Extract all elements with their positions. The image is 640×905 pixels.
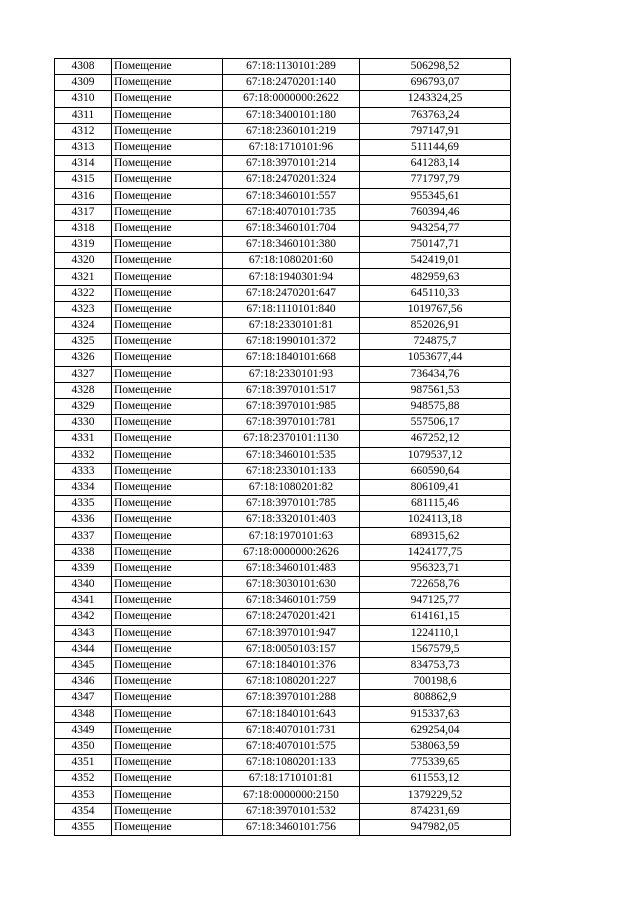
cadastral-value-cell: 1379229,52 bbox=[360, 787, 511, 803]
row-number-cell: 4309 bbox=[55, 75, 112, 91]
row-number-cell: 4319 bbox=[55, 237, 112, 253]
table-row bbox=[55, 657, 511, 673]
table-row bbox=[55, 350, 511, 366]
cadastral-number-cell: 67:18:2370101:1130 bbox=[223, 431, 360, 447]
object-type-cell: Помещение bbox=[112, 496, 223, 512]
row-number-cell: 4318 bbox=[55, 220, 112, 236]
cadastral-value-cell: 915337,63 bbox=[360, 706, 511, 722]
table-row bbox=[55, 738, 511, 754]
object-type-cell: Помещение bbox=[112, 674, 223, 690]
cadastral-value-cell: 806109,41 bbox=[360, 479, 511, 495]
cadastral-number-cell: 67:18:3460101:535 bbox=[223, 447, 360, 463]
row-number-cell: 4311 bbox=[55, 107, 112, 123]
table-row bbox=[55, 528, 511, 544]
table-row bbox=[55, 690, 511, 706]
object-type-cell: Помещение bbox=[112, 528, 223, 544]
row-number-cell: 4349 bbox=[55, 722, 112, 738]
cadastral-number-cell: 67:18:1710101:96 bbox=[223, 139, 360, 155]
row-number-cell: 4308 bbox=[55, 59, 112, 75]
cadastral-number-cell: 67:18:3460101:756 bbox=[223, 819, 360, 835]
cadastral-value-cell: 1079537,12 bbox=[360, 447, 511, 463]
object-type-cell: Помещение bbox=[112, 204, 223, 220]
table-row bbox=[55, 431, 511, 447]
table-row bbox=[55, 269, 511, 285]
cadastral-value-cell: 808862,9 bbox=[360, 690, 511, 706]
row-number-cell: 4331 bbox=[55, 431, 112, 447]
row-number-cell: 4355 bbox=[55, 819, 112, 835]
cadastral-value-cell: 1424177,75 bbox=[360, 544, 511, 560]
table-row bbox=[55, 803, 511, 819]
cadastral-number-cell: 67:18:1080201:227 bbox=[223, 674, 360, 690]
table-row bbox=[55, 75, 511, 91]
cadastral-number-cell: 67:18:3320101:403 bbox=[223, 512, 360, 528]
cadastral-number-cell: 67:18:3460101:557 bbox=[223, 188, 360, 204]
row-number-cell: 4337 bbox=[55, 528, 112, 544]
row-number-cell: 4350 bbox=[55, 738, 112, 754]
object-type-cell: Помещение bbox=[112, 641, 223, 657]
row-number-cell: 4341 bbox=[55, 593, 112, 609]
object-type-cell: Помещение bbox=[112, 755, 223, 771]
object-type-cell: Помещение bbox=[112, 463, 223, 479]
object-type-cell: Помещение bbox=[112, 738, 223, 754]
table-row bbox=[55, 755, 511, 771]
table-row bbox=[55, 107, 511, 123]
table-row bbox=[55, 771, 511, 787]
table-row bbox=[55, 609, 511, 625]
cadastral-number-cell: 67:18:3970101:781 bbox=[223, 415, 360, 431]
cadastral-number-cell: 67:18:3970101:288 bbox=[223, 690, 360, 706]
cadastral-number-cell: 67:18:0000000:2626 bbox=[223, 544, 360, 560]
table-row bbox=[55, 787, 511, 803]
cadastral-number-cell: 67:18:3460101:759 bbox=[223, 593, 360, 609]
table-row bbox=[55, 512, 511, 528]
cadastral-number-cell: 67:18:3970101:214 bbox=[223, 156, 360, 172]
cadastral-value-cell: 724875,7 bbox=[360, 334, 511, 350]
cadastral-value-cell: 542419,01 bbox=[360, 253, 511, 269]
cadastral-value-cell: 482959,63 bbox=[360, 269, 511, 285]
cadastral-number-cell: 67:18:2470201:647 bbox=[223, 285, 360, 301]
cadastral-number-cell: 67:18:0000000:2150 bbox=[223, 787, 360, 803]
table-row bbox=[55, 415, 511, 431]
row-number-cell: 4332 bbox=[55, 447, 112, 463]
object-type-cell: Помещение bbox=[112, 625, 223, 641]
cadastral-value-cell: 760394,46 bbox=[360, 204, 511, 220]
cadastral-number-cell: 67:18:3970101:947 bbox=[223, 625, 360, 641]
cadastral-number-cell: 67:18:3460101:483 bbox=[223, 560, 360, 576]
cadastral-number-cell: 67:18:1840101:376 bbox=[223, 657, 360, 673]
table-row bbox=[55, 188, 511, 204]
cadastral-value-cell: 852026,91 bbox=[360, 318, 511, 334]
cadastral-value-cell: 467252,12 bbox=[360, 431, 511, 447]
cadastral-number-cell: 67:18:3970101:517 bbox=[223, 382, 360, 398]
table-row bbox=[55, 544, 511, 560]
cadastral-value-cell: 700198,6 bbox=[360, 674, 511, 690]
cadastral-value-cell: 1024113,18 bbox=[360, 512, 511, 528]
row-number-cell: 4315 bbox=[55, 172, 112, 188]
object-type-cell: Помещение bbox=[112, 188, 223, 204]
cadastral-number-cell: 67:18:0050103:157 bbox=[223, 641, 360, 657]
table-row bbox=[55, 706, 511, 722]
row-number-cell: 4336 bbox=[55, 512, 112, 528]
cadastral-value-cell: 641283,14 bbox=[360, 156, 511, 172]
table-row bbox=[55, 285, 511, 301]
cadastral-value-cell: 947982,05 bbox=[360, 819, 511, 835]
table-row bbox=[55, 366, 511, 382]
cadastral-number-cell: 67:18:1080201:60 bbox=[223, 253, 360, 269]
table-row bbox=[55, 301, 511, 317]
cadastral-value-cell: 1019767,56 bbox=[360, 301, 511, 317]
object-type-cell: Помещение bbox=[112, 318, 223, 334]
cadastral-value-cell: 736434,76 bbox=[360, 366, 511, 382]
row-number-cell: 4330 bbox=[55, 415, 112, 431]
cadastral-value-cell: 722658,76 bbox=[360, 577, 511, 593]
cadastral-number-cell: 67:18:4070101:735 bbox=[223, 204, 360, 220]
object-type-cell: Помещение bbox=[112, 690, 223, 706]
object-type-cell: Помещение bbox=[112, 398, 223, 414]
row-number-cell: 4352 bbox=[55, 771, 112, 787]
object-type-cell: Помещение bbox=[112, 59, 223, 75]
row-number-cell: 4325 bbox=[55, 334, 112, 350]
cadastral-number-cell: 67:18:2330101:133 bbox=[223, 463, 360, 479]
cadastral-value-cell: 947125,77 bbox=[360, 593, 511, 609]
row-number-cell: 4310 bbox=[55, 91, 112, 107]
object-type-cell: Помещение bbox=[112, 431, 223, 447]
row-number-cell: 4316 bbox=[55, 188, 112, 204]
row-number-cell: 4333 bbox=[55, 463, 112, 479]
table-row bbox=[55, 398, 511, 414]
cadastral-number-cell: 67:18:4070101:731 bbox=[223, 722, 360, 738]
object-type-cell: Помещение bbox=[112, 722, 223, 738]
cadastral-value-cell: 1224110,1 bbox=[360, 625, 511, 641]
object-type-cell: Помещение bbox=[112, 220, 223, 236]
cadastral-value-cell: 645110,33 bbox=[360, 285, 511, 301]
cadastral-value-cell: 696793,07 bbox=[360, 75, 511, 91]
row-number-cell: 4342 bbox=[55, 609, 112, 625]
cadastral-value-cell: 557506,17 bbox=[360, 415, 511, 431]
object-type-cell: Помещение bbox=[112, 560, 223, 576]
table-row bbox=[55, 204, 511, 220]
cadastral-number-cell: 67:18:1110101:840 bbox=[223, 301, 360, 317]
cadastral-value-cell: 629254,04 bbox=[360, 722, 511, 738]
cadastral-number-cell: 67:18:1990101:372 bbox=[223, 334, 360, 350]
row-number-cell: 4340 bbox=[55, 577, 112, 593]
cadastral-value-cell: 614161,15 bbox=[360, 609, 511, 625]
table-row bbox=[55, 220, 511, 236]
table-row bbox=[55, 91, 511, 107]
cadastral-number-cell: 67:18:3460101:704 bbox=[223, 220, 360, 236]
row-number-cell: 4322 bbox=[55, 285, 112, 301]
table-row bbox=[55, 253, 511, 269]
table-row bbox=[55, 560, 511, 576]
cadastral-value-cell: 834753,73 bbox=[360, 657, 511, 673]
object-type-cell: Помещение bbox=[112, 334, 223, 350]
cadastral-number-cell: 67:18:2470201:140 bbox=[223, 75, 360, 91]
object-type-cell: Помещение bbox=[112, 253, 223, 269]
object-type-cell: Помещение bbox=[112, 706, 223, 722]
object-type-cell: Помещение bbox=[112, 237, 223, 253]
row-number-cell: 4313 bbox=[55, 139, 112, 155]
table-row bbox=[55, 237, 511, 253]
row-number-cell: 4354 bbox=[55, 803, 112, 819]
cadastral-value-cell: 987561,53 bbox=[360, 382, 511, 398]
table-row bbox=[55, 172, 511, 188]
cadastral-number-cell: 67:18:1840101:668 bbox=[223, 350, 360, 366]
table-row bbox=[55, 496, 511, 512]
object-type-cell: Помещение bbox=[112, 609, 223, 625]
cadastral-number-cell: 67:18:2470201:421 bbox=[223, 609, 360, 625]
object-type-cell: Помещение bbox=[112, 366, 223, 382]
cadastral-value-cell: 660590,64 bbox=[360, 463, 511, 479]
table-row bbox=[55, 722, 511, 738]
cadastral-value-cell: 763763,24 bbox=[360, 107, 511, 123]
cadastral-number-cell: 67:18:1840101:643 bbox=[223, 706, 360, 722]
row-number-cell: 4317 bbox=[55, 204, 112, 220]
cadastral-number-cell: 67:18:3970101:985 bbox=[223, 398, 360, 414]
object-type-cell: Помещение bbox=[112, 285, 223, 301]
object-type-cell: Помещение bbox=[112, 479, 223, 495]
cadastral-value-cell: 689315,62 bbox=[360, 528, 511, 544]
row-number-cell: 4344 bbox=[55, 641, 112, 657]
table-row bbox=[55, 641, 511, 657]
row-number-cell: 4327 bbox=[55, 366, 112, 382]
object-type-cell: Помещение bbox=[112, 156, 223, 172]
row-number-cell: 4345 bbox=[55, 657, 112, 673]
table-row bbox=[55, 674, 511, 690]
row-number-cell: 4329 bbox=[55, 398, 112, 414]
row-number-cell: 4323 bbox=[55, 301, 112, 317]
table-row bbox=[55, 625, 511, 641]
object-type-cell: Помещение bbox=[112, 301, 223, 317]
table-row bbox=[55, 819, 511, 835]
object-type-cell: Помещение bbox=[112, 447, 223, 463]
cadastral-number-cell: 67:18:0000000:2622 bbox=[223, 91, 360, 107]
table-row bbox=[55, 382, 511, 398]
object-type-cell: Помещение bbox=[112, 139, 223, 155]
cadastral-value-cell: 775339,65 bbox=[360, 755, 511, 771]
cadastral-number-cell: 67:18:4070101:575 bbox=[223, 738, 360, 754]
table-row bbox=[55, 479, 511, 495]
table-row bbox=[55, 123, 511, 139]
object-type-cell: Помещение bbox=[112, 771, 223, 787]
row-number-cell: 4321 bbox=[55, 269, 112, 285]
object-type-cell: Помещение bbox=[112, 172, 223, 188]
cadastral-value-table bbox=[54, 58, 511, 836]
cadastral-value-cell: 797147,91 bbox=[360, 123, 511, 139]
row-number-cell: 4335 bbox=[55, 496, 112, 512]
table-row bbox=[55, 334, 511, 350]
row-number-cell: 4338 bbox=[55, 544, 112, 560]
cadastral-value-cell: 1243324,25 bbox=[360, 91, 511, 107]
row-number-cell: 4346 bbox=[55, 674, 112, 690]
object-type-cell: Помещение bbox=[112, 415, 223, 431]
row-number-cell: 4324 bbox=[55, 318, 112, 334]
cadastral-number-cell: 67:18:2470201:324 bbox=[223, 172, 360, 188]
object-type-cell: Помещение bbox=[112, 803, 223, 819]
row-number-cell: 4339 bbox=[55, 560, 112, 576]
cadastral-number-cell: 67:18:1710101:81 bbox=[223, 771, 360, 787]
cadastral-number-cell: 67:18:1080201:82 bbox=[223, 479, 360, 495]
cadastral-number-cell: 67:18:3030101:630 bbox=[223, 577, 360, 593]
row-number-cell: 4312 bbox=[55, 123, 112, 139]
table-row bbox=[55, 447, 511, 463]
row-number-cell: 4326 bbox=[55, 350, 112, 366]
row-number-cell: 4351 bbox=[55, 755, 112, 771]
cadastral-value-cell: 955345,61 bbox=[360, 188, 511, 204]
table-row bbox=[55, 577, 511, 593]
object-type-cell: Помещение bbox=[112, 269, 223, 285]
cadastral-number-cell: 67:18:1130101:289 bbox=[223, 59, 360, 75]
object-type-cell: Помещение bbox=[112, 91, 223, 107]
cadastral-number-cell: 67:18:1080201:133 bbox=[223, 755, 360, 771]
cadastral-value-cell: 1567579,5 bbox=[360, 641, 511, 657]
object-type-cell: Помещение bbox=[112, 544, 223, 560]
cadastral-number-cell: 67:18:1970101:63 bbox=[223, 528, 360, 544]
cadastral-number-cell: 67:18:2330101:93 bbox=[223, 366, 360, 382]
table-row bbox=[55, 463, 511, 479]
cadastral-number-cell: 67:18:3400101:180 bbox=[223, 107, 360, 123]
row-number-cell: 4353 bbox=[55, 787, 112, 803]
row-number-cell: 4320 bbox=[55, 253, 112, 269]
row-number-cell: 4314 bbox=[55, 156, 112, 172]
cadastral-value-cell: 948575,88 bbox=[360, 398, 511, 414]
cadastral-number-cell: 67:18:1940301:94 bbox=[223, 269, 360, 285]
object-type-cell: Помещение bbox=[112, 787, 223, 803]
row-number-cell: 4334 bbox=[55, 479, 112, 495]
object-type-cell: Помещение bbox=[112, 123, 223, 139]
object-type-cell: Помещение bbox=[112, 512, 223, 528]
cadastral-number-cell: 67:18:3970101:532 bbox=[223, 803, 360, 819]
table-body bbox=[55, 59, 511, 836]
cadastral-value-cell: 611553,12 bbox=[360, 771, 511, 787]
table-row bbox=[55, 59, 511, 75]
row-number-cell: 4343 bbox=[55, 625, 112, 641]
object-type-cell: Помещение bbox=[112, 577, 223, 593]
object-type-cell: Помещение bbox=[112, 107, 223, 123]
cadastral-number-cell: 67:18:3970101:785 bbox=[223, 496, 360, 512]
table-row bbox=[55, 318, 511, 334]
cadastral-number-cell: 67:18:3460101:380 bbox=[223, 237, 360, 253]
row-number-cell: 4328 bbox=[55, 382, 112, 398]
object-type-cell: Помещение bbox=[112, 350, 223, 366]
cadastral-number-cell: 67:18:2360101:219 bbox=[223, 123, 360, 139]
row-number-cell: 4347 bbox=[55, 690, 112, 706]
table-row bbox=[55, 139, 511, 155]
cadastral-value-cell: 538063,59 bbox=[360, 738, 511, 754]
object-type-cell: Помещение bbox=[112, 657, 223, 673]
object-type-cell: Помещение bbox=[112, 382, 223, 398]
cadastral-value-cell: 1053677,44 bbox=[360, 350, 511, 366]
object-type-cell: Помещение bbox=[112, 593, 223, 609]
table-row bbox=[55, 593, 511, 609]
object-type-cell: Помещение bbox=[112, 75, 223, 91]
cadastral-value-cell: 750147,71 bbox=[360, 237, 511, 253]
cadastral-value-cell: 956323,71 bbox=[360, 560, 511, 576]
cadastral-number-cell: 67:18:2330101:81 bbox=[223, 318, 360, 334]
cadastral-value-cell: 771797,79 bbox=[360, 172, 511, 188]
cadastral-value-cell: 511144,69 bbox=[360, 139, 511, 155]
table-row bbox=[55, 156, 511, 172]
cadastral-value-cell: 874231,69 bbox=[360, 803, 511, 819]
cadastral-value-cell: 506298,52 bbox=[360, 59, 511, 75]
cadastral-value-cell: 943254,77 bbox=[360, 220, 511, 236]
cadastral-value-cell: 681115,46 bbox=[360, 496, 511, 512]
row-number-cell: 4348 bbox=[55, 706, 112, 722]
object-type-cell: Помещение bbox=[112, 819, 223, 835]
